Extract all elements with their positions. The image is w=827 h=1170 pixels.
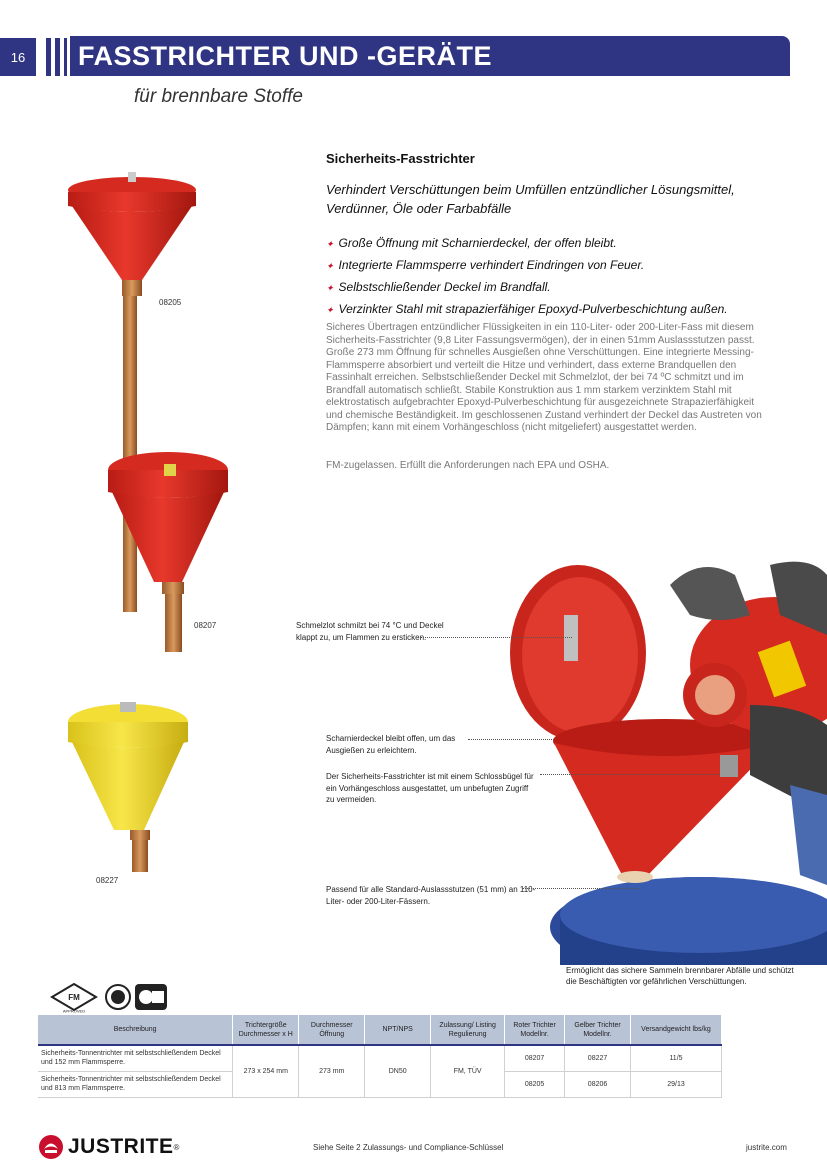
fm-approved-icon bbox=[50, 983, 98, 1013]
callout-leader bbox=[522, 888, 640, 889]
feature-item: ✦ Verzinkter Stahl mit strapazierfähiger Epoxyd-Pulverbeschichtung außen. bbox=[326, 302, 728, 316]
feature-list bbox=[326, 233, 796, 321]
table-cell: 11/5 bbox=[631, 1045, 722, 1071]
page-subtitle: für brennbare Stoffe bbox=[134, 86, 303, 107]
justrite-mark-icon bbox=[38, 1134, 64, 1160]
col-header: Gelber Trichter Modellnr. bbox=[565, 1015, 631, 1045]
usage-photo bbox=[500, 555, 827, 965]
registered-mark: ® bbox=[173, 1142, 180, 1152]
table-cell: Sicherheits-Tonnentrichter mit selbstschließendem Deckel und 813 mm Flammsperre. bbox=[38, 1071, 233, 1097]
footer-note: Siehe Seite 2 Zulassungs- und Compliance-Schlüssel bbox=[313, 1143, 504, 1152]
header-stripe bbox=[46, 38, 51, 76]
photo-caption: Ermöglicht das sichere Sammeln brennbarer Abfälle und schützt die Beschäftigten vor gefährlichen Verschüttungen. bbox=[566, 966, 794, 986]
table-cell: FM, TÜV bbox=[431, 1045, 505, 1097]
feature-item: ✦ Große Öffnung mit Scharnierdeckel, der offen bleibt. bbox=[326, 236, 617, 250]
col-header: NPT/NPS bbox=[365, 1015, 431, 1045]
model-label: 08207 bbox=[194, 621, 217, 630]
feature-item: ✦ Integrierte Flammsperre verhindert Eindringen von Feuer. bbox=[326, 258, 645, 272]
product-description: Sicheres Übertragen entzündlicher Flüssigkeiten in ein 110-Liter- oder 200-Liter-Fass mit diesem Sicherheits-Fasstrichter (9,8 Liter Fassungsvermögen), der in einen 51mm Auslassstutzen passt. Große 273 mm Öffnung für schnelles Ausgießen ohne Verschüttungen. Eine integrierte Messing-Flammsperre absorbiert und verteilt die Hitze und verhindert, dass externe Brandquellen den Fassinhalt erreichen. Selbstschließender Deckel mit Schmelzlot, der bei 74 ºC schmitzt und im Brandfall automatisch schließt. Stabile Konstruktion aus 1 mm starkem verzinktem Stahl mit elektrostatisch aufgebrachter Epoxyd-Pulverbeschichtung für ausgezeichnete Strapazierfähigkeit und chemische Beständigkeit. Im geschlossenen Zustand verhindert der Deckel das Austreten von Dämpfen; kann mit einem Vorhängeschloss (nicht mitgeliefert) ausgestattet werden. bbox=[326, 322, 762, 433]
col-header: Trichtergröße Durchmesser x H bbox=[233, 1015, 299, 1045]
bullet-icon: ✦ bbox=[326, 305, 334, 315]
funnel-08227-image bbox=[64, 694, 194, 874]
product-title: Sicherheits-Fasstrichter bbox=[326, 151, 475, 166]
col-header: Zulassung/ Listing Regulierung bbox=[431, 1015, 505, 1045]
col-header: Beschreibung bbox=[38, 1015, 233, 1045]
spec-table bbox=[38, 1015, 722, 1098]
table-cell: 273 mm bbox=[299, 1045, 365, 1097]
callout-fusible-link: Schmelzlot schmilzt bei 74 °C und Deckel klappt zu, um Flammen zu ersticken. bbox=[296, 621, 444, 642]
header-stripe bbox=[55, 38, 60, 76]
table-cell: 08227 bbox=[565, 1045, 631, 1071]
product-lead: Verhindert Verschüttungen beim Umfüllen entzündlicher Lösungsmittel, Verdünner, Öle oder Farbabfälle bbox=[326, 182, 735, 216]
tuv-cert-icon bbox=[104, 983, 132, 1011]
header-stripe bbox=[64, 38, 67, 76]
svg-text:APPROVED: APPROVED bbox=[62, 1008, 86, 1013]
ce-cert-icon bbox=[134, 983, 168, 1011]
callout-padlock: Der Sicherheits-Fasstrichter ist mit einem Schlossbügel für ein Vorhängeschloss ausgestattet, um unbefugten Zugriff zu vermeiden. bbox=[326, 772, 534, 804]
justrite-logo bbox=[38, 1134, 179, 1160]
table-cell: DN50 bbox=[365, 1045, 431, 1097]
col-header: Roter Trichter Modellnr. bbox=[505, 1015, 565, 1045]
feature-item: ✦ Selbstschließender Deckel im Brandfall. bbox=[326, 280, 551, 294]
table-cell: 08205 bbox=[505, 1071, 565, 1097]
table-cell: 273 x 254 mm bbox=[233, 1045, 299, 1097]
brand-name: JUSTRITE bbox=[68, 1135, 174, 1158]
svg-text:FM: FM bbox=[68, 993, 80, 1002]
col-header: Durchmesser Öffnung bbox=[299, 1015, 365, 1045]
model-label: 08205 bbox=[159, 298, 182, 307]
table-row bbox=[38, 1045, 722, 1071]
callout-leader bbox=[420, 637, 572, 638]
bullet-icon: ✦ bbox=[326, 283, 334, 293]
bullet-icon: ✦ bbox=[326, 261, 334, 271]
col-header: Versandgewicht lbs/kg bbox=[631, 1015, 722, 1045]
table-header-row bbox=[38, 1015, 722, 1045]
footer-url[interactable]: justrite.com bbox=[746, 1143, 787, 1152]
approval-text: FM-zugelassen. Erfüllt die Anforderungen nach EPA und OSHA. bbox=[326, 460, 610, 471]
callout-bung-fit: Passend für alle Standard-Auslassstutzen (51 mm) an 110-Liter- oder 200-Liter-Fässern. bbox=[326, 885, 536, 906]
model-label: 08227 bbox=[96, 876, 119, 885]
page-title: FASSTRICHTER UND -GERÄTE bbox=[70, 36, 790, 76]
table-cell: 08207 bbox=[505, 1045, 565, 1071]
callout-leader bbox=[468, 739, 554, 740]
callout-leader bbox=[540, 774, 720, 775]
table-cell: Sicherheits-Tonnentrichter mit selbstschließendem Deckel und 152 mm Flammsperre. bbox=[38, 1045, 233, 1071]
callout-hinged-lid: Scharnierdeckel bleibt offen, um das Ausgießen zu erleichtern. bbox=[326, 734, 456, 755]
table-cell: 29/13 bbox=[631, 1071, 722, 1097]
bullet-icon: ✦ bbox=[326, 239, 334, 249]
page-number: 16 bbox=[0, 38, 36, 76]
table-cell: 08206 bbox=[565, 1071, 631, 1097]
